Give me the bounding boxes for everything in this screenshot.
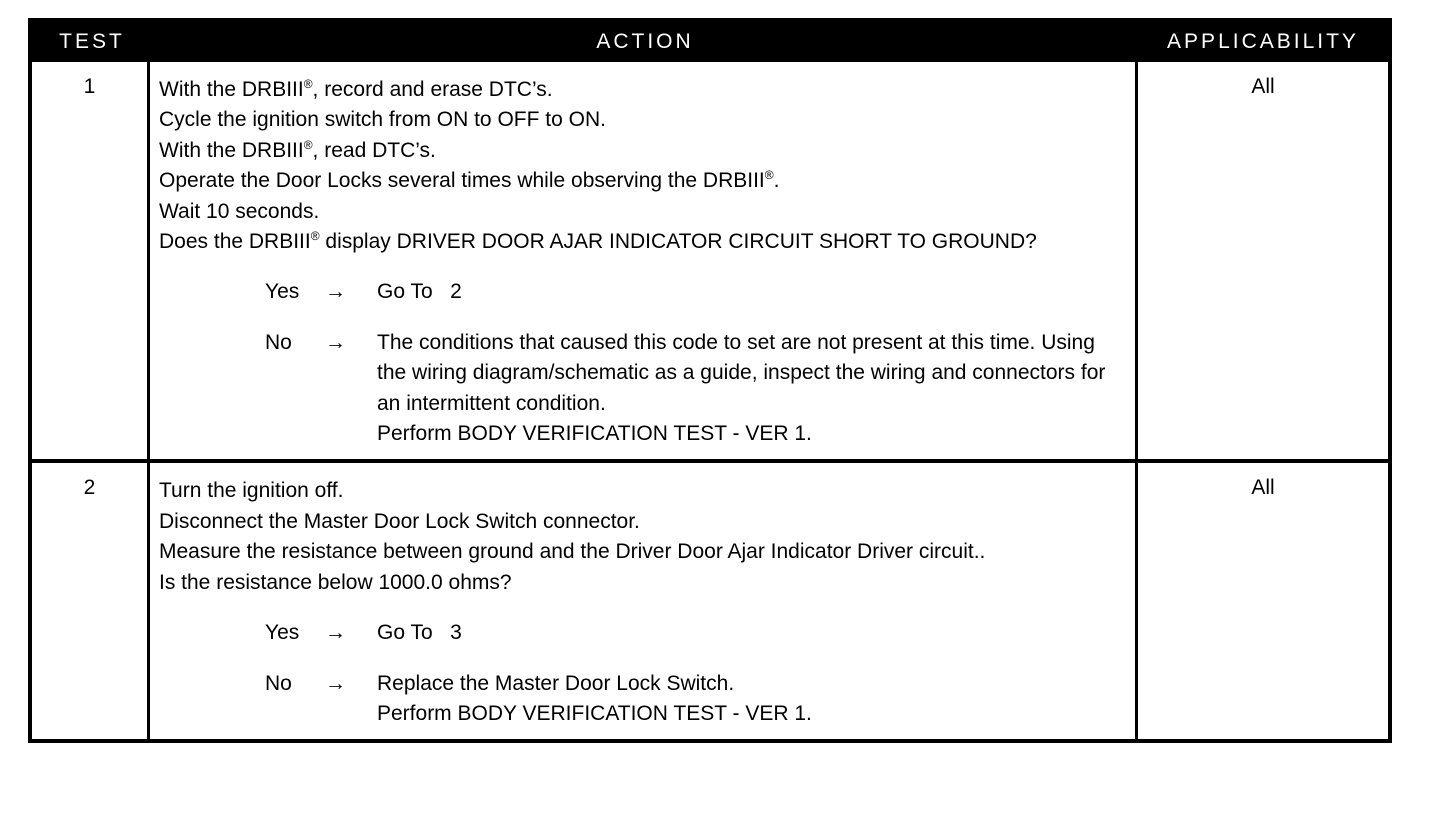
action-step: Cycle the ignition switch from ON to OFF to ON. — [159, 108, 606, 132]
action-step: Turn the ignition off. — [159, 479, 344, 503]
header-action: ACTION — [596, 30, 694, 53]
registered-mark: ® — [764, 168, 774, 183]
no-label: No — [265, 671, 292, 695]
answers — [159, 277, 1127, 449]
no-text-line: Replace the Master Door Lock Switch. — [377, 671, 735, 695]
registered-mark: ® — [310, 229, 320, 244]
no-text — [377, 328, 1127, 450]
registered-mark: ® — [303, 137, 313, 152]
no-text-line: Perform BODY VERIFICATION TEST - VER 1. — [377, 701, 812, 725]
arrow-right-icon: → — [325, 671, 346, 695]
action-step: Operate the Door Locks several times while observing the DRBIII®. — [159, 168, 780, 193]
action-step: Wait 10 seconds. — [159, 199, 320, 223]
action-step: Measure the resistance between ground and the Driver Door Ajar Indicator Driver circuit.. — [159, 540, 986, 564]
header-applicability: APPLICABILITY — [1167, 30, 1359, 53]
arrow-right-icon: → — [325, 280, 346, 304]
action-step: With the DRBIII®, record and erase DTC’s. — [159, 77, 553, 101]
no-label: No — [265, 330, 292, 354]
no-text-line: Perform BODY VERIFICATION TEST - VER 1. — [377, 422, 812, 446]
action-cell — [150, 62, 1138, 459]
table-row — [32, 62, 1388, 459]
arrow-right-icon: → — [325, 330, 346, 354]
diagnostic-test-table — [28, 18, 1392, 743]
test-number: 2 — [32, 463, 150, 739]
yes-text: Go To 2 — [377, 280, 462, 304]
applicability-value: All — [1251, 75, 1275, 98]
registered-mark: ® — [303, 77, 313, 91]
action-question: Does the DRBIII® display DRIVER DOOR AJAR INDICATOR CIRCUIT SHORT TO GROUND? — [159, 229, 1037, 254]
answers — [159, 618, 1127, 729]
action-cell — [150, 463, 1138, 739]
no-text-line: The conditions that caused this code to set are not present at this time. Using the wiring diagram/schematic as a guide, inspect the wiring and connectors for an intermittent condition. — [377, 330, 1106, 415]
table-header — [32, 22, 1388, 62]
yes-label: Yes — [265, 621, 300, 645]
yes-text: Go To 3 — [377, 621, 462, 645]
table-row — [32, 459, 1388, 739]
action-step: With the DRBIII®, read DTC’s. — [159, 137, 436, 162]
action-question: Is the resistance below 1000.0 ohms? — [159, 570, 512, 594]
yes-label: Yes — [265, 280, 300, 304]
no-answer — [265, 669, 1127, 730]
yes-answer — [265, 618, 1127, 648]
applicability-value: All — [1251, 476, 1275, 500]
arrow-right-icon: → — [325, 621, 346, 645]
action-step: Disconnect the Master Door Lock Switch connector. — [159, 509, 640, 533]
test-number: 1 — [32, 62, 150, 459]
no-answer — [265, 328, 1127, 450]
no-text — [377, 669, 1127, 730]
header-test: TEST — [59, 30, 125, 53]
yes-answer — [265, 277, 1127, 307]
